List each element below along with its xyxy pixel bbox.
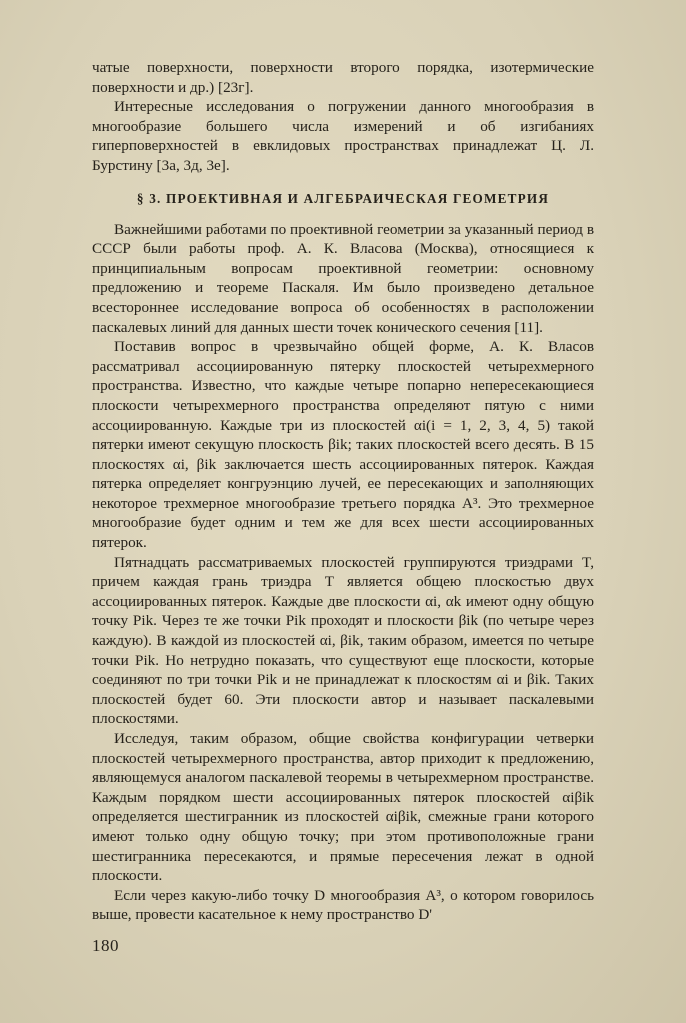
paragraph-burstin: Интересные исследования о погружении данного многообразия в многообразие большего числа измерений и об изгибаниях гиперповерхностей в евклидовых пространствах принадлежат Ц. Л. Бурстину [3а, 3д, 3е]. [92,98,594,174]
paragraph-vlasov-intro: Важнейшими работами по проективной геометрии за указанный период в СССР были работы проф. А. К. Власова (Москва), относящиеся к принципиальным вопросам проективной геометрии: основному предложению и теореме Паскаля. Им было произведено детальное всестороннее исследование вопроса об особенностях в расположении паскалевых линий для данных шести точек конического сечения [11]. [92,220,594,336]
paragraph-tangent-space: Если через какую-либо точку D многообразия A³, о котором говорилось выше, провести касательное к нему пространство D' [92,886,594,924]
paragraph-continuation: чатые поверхности, поверхности второго порядка, изотермические поверхности и др.) [23г]. [92,59,594,96]
paragraph-triads: Пятнадцать рассматриваемых плоскостей группируются триэдрами T, причем каждая грань триэдра T является общею плоскостью двух ассоциированных пятерок. Каждые две плоскости αi, αk имеют одну общую точку Pik. Через те же точки Pik проходят и плоскости βik (по четыре через каждую). В каждой из плоскостей αi, βik, таким образом, имеется по четыре точки Pik. Но нетрудно показать, что существуют еще плоскости, которые соединяют по три точки Pik и не принадлежат к плоскостям αi и βik. Таких плоскостей будет 60. Эти плоскости автор и называет паскалевыми плоскостями. [92,553,594,728]
paragraph-associated-quintuple: Поставив вопрос в чрезвычайно общей форме, А. К. Власов рассматривал ассоциированную пятерку плоскостей четырехмерного пространства. Известно, что каждые четыре попарно непересекающиеся плоскости четырехмерного пространства определяют пятую с ними ассоциированную. Каждые три из плоскостей αi(i = 1, 2, 3, 4, 5) такой пятерки имеют секущую плоскость βik; таких плоскостей всего десять. В 15 плоскостях αi, βik заключается шесть ассоциированных пятерок. Каждая пятерка определяет конгруэнцию лучей, ее пересекающих и заполняющих некоторое трехмерное многообразие третьего порядка A³. Это трехмерное многообразие будет одним и тем же для всех шести ассоциированных пятерок. [92,338,594,552]
paragraph-pascal-analogue: Исследуя, таким образом, общие свойства конфигурации четверки плоскостей четырехмерного пространства, автор приходит к предложению, являющемуся аналогом паскалевой теоремы в четырехмерном пространстве. Каждым порядком шести ассоциированных пятерок плоскостей αiβik определяется шестигранник из плоскостей αiβik, смежные грани которого имеют только одну общую точку; при этом противоположные грани шестигранника пересекаются, и прямые пересечения лежат в одной плоскости. [92,730,594,885]
section-heading: § 3. ПРОЕКТИВНАЯ И АЛГЕБРАИЧЕСКАЯ ГЕОМЕТРИЯ [136,190,550,206]
page-number: 180 [92,936,119,955]
